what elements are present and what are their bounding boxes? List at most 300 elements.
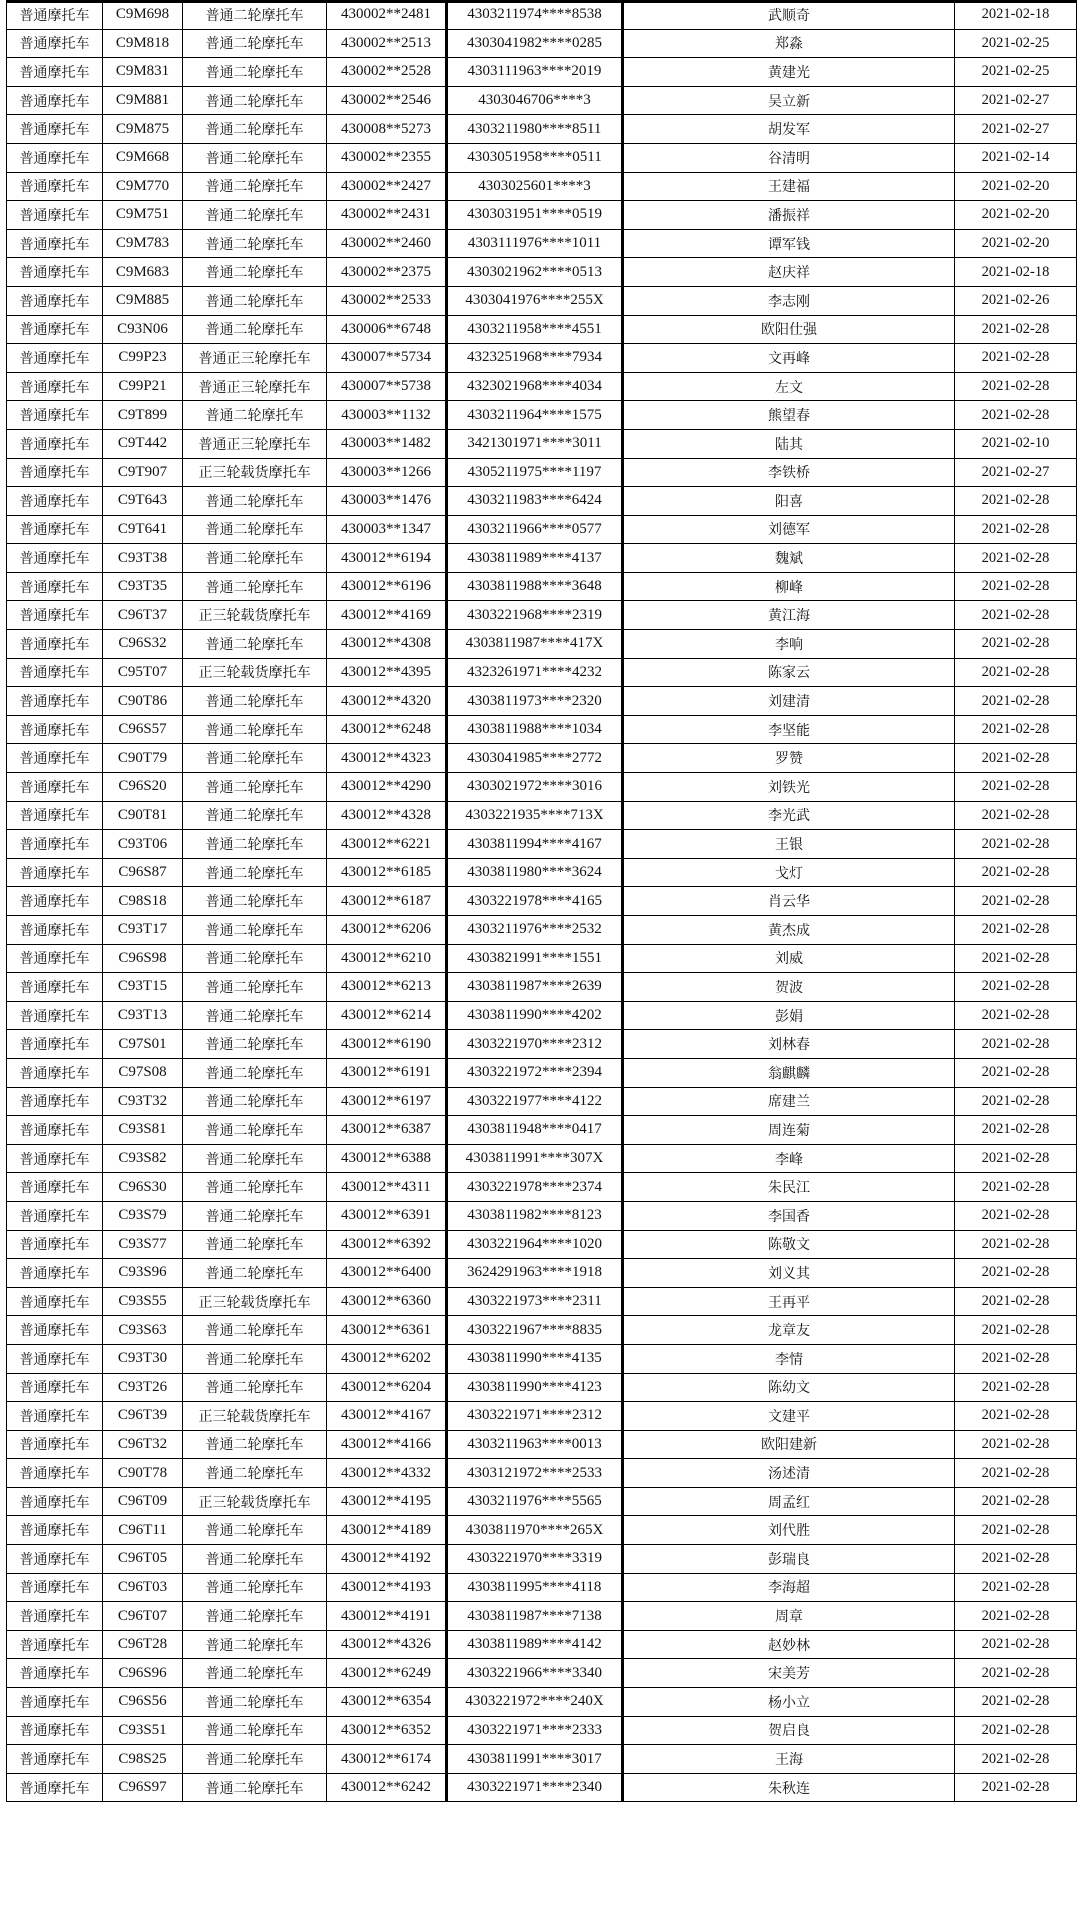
id-number-cell: 4303811991****3017: [447, 1745, 623, 1774]
id-number-cell: 4303046706****3: [447, 86, 623, 115]
owner-name-cell: 李铁桥: [623, 458, 955, 487]
registration-code-cell: 430012**6185: [327, 858, 447, 887]
registration-code-cell: 430012**4308: [327, 630, 447, 659]
vehicle-type-cell: 普通二轮摩托车: [183, 801, 327, 830]
registration-code-cell: 430012**6221: [327, 830, 447, 859]
registration-code-cell: 430012**6196: [327, 572, 447, 601]
registration-code-cell: 430002**2546: [327, 86, 447, 115]
vehicle-type-cell: 普通二轮摩托车: [183, 487, 327, 516]
id-number-cell: 4303811989****4142: [447, 1630, 623, 1659]
id-number-cell: 4303811970****265X: [447, 1516, 623, 1545]
registration-code-cell: 430012**4328: [327, 801, 447, 830]
table-row: [7, 201, 1077, 230]
vehicle-type-cell: 正三轮载货摩托车: [183, 658, 327, 687]
vehicle-type-cell: 普通正三轮摩托车: [183, 429, 327, 458]
table-row: [7, 143, 1077, 172]
vehicle-type-cell: 普通二轮摩托车: [183, 1688, 327, 1717]
registration-code-cell: 430012**4395: [327, 658, 447, 687]
vehicle-type-cell: 普通二轮摩托车: [183, 1516, 327, 1545]
vehicle-category-cell: 普通摩托车: [7, 858, 103, 887]
owner-name-cell: 席建兰: [623, 1087, 955, 1116]
table-row: [7, 1773, 1077, 1802]
date-cell: 2021-02-28: [955, 773, 1077, 802]
vehicle-type-cell: 普通二轮摩托车: [183, 1659, 327, 1688]
plate-number-cell: C93T13: [103, 1001, 183, 1030]
date-cell: 2021-02-28: [955, 1259, 1077, 1288]
vehicle-type-cell: 普通二轮摩托车: [183, 143, 327, 172]
vehicle-type-cell: 普通二轮摩托车: [183, 916, 327, 945]
id-number-cell: 4303111963****2019: [447, 58, 623, 87]
date-cell: 2021-02-28: [955, 658, 1077, 687]
table-row: [7, 630, 1077, 659]
id-number-cell: 4303221971****2312: [447, 1402, 623, 1431]
vehicle-type-cell: 普通二轮摩托车: [183, 715, 327, 744]
owner-name-cell: 谭军钱: [623, 229, 955, 258]
table-row: [7, 1116, 1077, 1145]
id-number-cell: 4303811987****2639: [447, 973, 623, 1002]
table-row: [7, 687, 1077, 716]
vehicle-category-cell: 普通摩托车: [7, 1316, 103, 1345]
table-row: [7, 1630, 1077, 1659]
vehicle-type-cell: 普通二轮摩托车: [183, 887, 327, 916]
owner-name-cell: 王银: [623, 830, 955, 859]
plate-number-cell: C99P21: [103, 372, 183, 401]
registration-code-cell: 430002**2528: [327, 58, 447, 87]
vehicle-category-cell: 普通摩托车: [7, 1487, 103, 1516]
table-row: [7, 1201, 1077, 1230]
vehicle-type-cell: 普通二轮摩托车: [183, 687, 327, 716]
date-cell: 2021-02-28: [955, 1573, 1077, 1602]
date-cell: 2021-02-28: [955, 1173, 1077, 1202]
owner-name-cell: 李志刚: [623, 286, 955, 315]
vehicle-category-cell: 普通摩托车: [7, 258, 103, 287]
table-row: [7, 429, 1077, 458]
vehicle-category-cell: 普通摩托车: [7, 86, 103, 115]
plate-number-cell: C9M751: [103, 201, 183, 230]
table-row: [7, 1, 1077, 30]
id-number-cell: 4303811987****7138: [447, 1602, 623, 1631]
vehicle-type-cell: 普通二轮摩托车: [183, 744, 327, 773]
table-row: [7, 344, 1077, 373]
vehicle-type-cell: 普通二轮摩托车: [183, 58, 327, 87]
table-row: [7, 544, 1077, 573]
plate-number-cell: C93S55: [103, 1287, 183, 1316]
id-number-cell: 4303021972****3016: [447, 773, 623, 802]
vehicle-type-cell: 普通二轮摩托车: [183, 830, 327, 859]
plate-number-cell: C93T30: [103, 1344, 183, 1373]
vehicle-category-cell: 普通摩托车: [7, 944, 103, 973]
vehicle-category-cell: 普通摩托车: [7, 1087, 103, 1116]
id-number-cell: 4303221935****713X: [447, 801, 623, 830]
date-cell: 2021-02-28: [955, 487, 1077, 516]
registration-code-cell: 430012**4290: [327, 773, 447, 802]
vehicle-type-cell: 普通二轮摩托车: [183, 1545, 327, 1574]
table-row: [7, 1602, 1077, 1631]
table-row: [7, 86, 1077, 115]
vehicle-type-cell: 普通正三轮摩托车: [183, 372, 327, 401]
date-cell: 2021-02-28: [955, 401, 1077, 430]
owner-name-cell: 刘威: [623, 944, 955, 973]
vehicle-type-cell: 普通二轮摩托车: [183, 1745, 327, 1774]
registration-code-cell: 430003**1476: [327, 487, 447, 516]
id-number-cell: 4303221972****2394: [447, 1058, 623, 1087]
registration-code-cell: 430012**6387: [327, 1116, 447, 1145]
vehicle-category-cell: 普通摩托车: [7, 1459, 103, 1488]
vehicle-category-cell: 普通摩托车: [7, 1630, 103, 1659]
owner-name-cell: 文建平: [623, 1402, 955, 1431]
id-number-cell: 4303111976****1011: [447, 229, 623, 258]
vehicle-category-cell: 普通摩托车: [7, 887, 103, 916]
table-row: [7, 58, 1077, 87]
date-cell: 2021-02-14: [955, 143, 1077, 172]
vehicle-type-cell: 普通二轮摩托车: [183, 544, 327, 573]
id-number-cell: 4303221967****8835: [447, 1316, 623, 1345]
owner-name-cell: 王海: [623, 1745, 955, 1774]
vehicle-category-cell: 普通摩托车: [7, 201, 103, 230]
id-number-cell: 4303811995****4118: [447, 1573, 623, 1602]
owner-name-cell: 肖云华: [623, 887, 955, 916]
registration-code-cell: 430012**6202: [327, 1344, 447, 1373]
vehicle-type-cell: 普通二轮摩托车: [183, 1030, 327, 1059]
plate-number-cell: C9T442: [103, 429, 183, 458]
id-number-cell: 4323021968****4034: [447, 372, 623, 401]
vehicle-category-cell: 普通摩托车: [7, 630, 103, 659]
table-row: [7, 801, 1077, 830]
vehicle-category-cell: 普通摩托车: [7, 1058, 103, 1087]
registration-code-cell: 430012**6213: [327, 973, 447, 1002]
vehicle-category-cell: 普通摩托车: [7, 115, 103, 144]
id-number-cell: 4323261971****4232: [447, 658, 623, 687]
vehicle-category-cell: 普通摩托车: [7, 1259, 103, 1288]
date-cell: 2021-02-28: [955, 1745, 1077, 1774]
date-cell: 2021-02-28: [955, 944, 1077, 973]
date-cell: 2021-02-28: [955, 887, 1077, 916]
id-number-cell: 4303025601****3: [447, 172, 623, 201]
id-number-cell: 4303221964****1020: [447, 1230, 623, 1259]
date-cell: 2021-02-27: [955, 458, 1077, 487]
table-row: [7, 1659, 1077, 1688]
vehicle-category-cell: 普通摩托车: [7, 344, 103, 373]
plate-number-cell: C93T15: [103, 973, 183, 1002]
date-cell: 2021-02-28: [955, 515, 1077, 544]
date-cell: 2021-02-26: [955, 286, 1077, 315]
registration-code-cell: 430012**6388: [327, 1144, 447, 1173]
registration-code-cell: 430002**2375: [327, 258, 447, 287]
date-cell: 2021-02-28: [955, 1602, 1077, 1631]
plate-number-cell: C93S77: [103, 1230, 183, 1259]
owner-name-cell: 朱秋连: [623, 1773, 955, 1802]
plate-number-cell: C93S51: [103, 1716, 183, 1745]
owner-name-cell: 刘代胜: [623, 1516, 955, 1545]
registration-code-cell: 430002**2427: [327, 172, 447, 201]
registration-code-cell: 430002**2513: [327, 29, 447, 58]
registration-code-cell: 430012**6190: [327, 1030, 447, 1059]
vehicle-category-cell: 普通摩托车: [7, 658, 103, 687]
owner-name-cell: 赵庆祥: [623, 258, 955, 287]
plate-number-cell: C9M818: [103, 29, 183, 58]
vehicle-category-cell: 普通摩托车: [7, 315, 103, 344]
date-cell: 2021-02-28: [955, 1459, 1077, 1488]
vehicle-type-cell: 普通二轮摩托车: [183, 1058, 327, 1087]
vehicle-category-cell: 普通摩托车: [7, 744, 103, 773]
registration-code-cell: 430012**6248: [327, 715, 447, 744]
id-number-cell: 4303031951****0519: [447, 201, 623, 230]
vehicle-type-cell: 普通二轮摩托车: [183, 229, 327, 258]
owner-name-cell: 黄建光: [623, 58, 955, 87]
date-cell: 2021-02-28: [955, 1344, 1077, 1373]
table-row: [7, 1030, 1077, 1059]
plate-number-cell: C93S82: [103, 1144, 183, 1173]
owner-name-cell: 郑淼: [623, 29, 955, 58]
vehicle-category-cell: 普通摩托车: [7, 572, 103, 601]
id-number-cell: 4303811948****0417: [447, 1116, 623, 1145]
plate-number-cell: C96T05: [103, 1545, 183, 1574]
plate-number-cell: C93T35: [103, 572, 183, 601]
owner-name-cell: 周连菊: [623, 1116, 955, 1145]
registration-code-cell: 430012**4169: [327, 601, 447, 630]
vehicle-category-cell: 普通摩托车: [7, 1, 103, 30]
id-number-cell: 4303221978****4165: [447, 887, 623, 916]
owner-name-cell: 李光武: [623, 801, 955, 830]
date-cell: 2021-02-28: [955, 973, 1077, 1002]
id-number-cell: 4303811991****307X: [447, 1144, 623, 1173]
plate-number-cell: C90T86: [103, 687, 183, 716]
date-cell: 2021-02-20: [955, 172, 1077, 201]
owner-name-cell: 王再平: [623, 1287, 955, 1316]
plate-number-cell: C96S87: [103, 858, 183, 887]
vehicle-type-cell: 普通二轮摩托车: [183, 515, 327, 544]
vehicle-category-cell: 普通摩托车: [7, 1116, 103, 1145]
date-cell: 2021-02-28: [955, 1659, 1077, 1688]
owner-name-cell: 汤述清: [623, 1459, 955, 1488]
vehicle-type-cell: 普通二轮摩托车: [183, 773, 327, 802]
vehicle-type-cell: 普通二轮摩托车: [183, 973, 327, 1002]
vehicle-category-cell: 普通摩托车: [7, 715, 103, 744]
table-row: [7, 973, 1077, 1002]
plate-number-cell: C9M668: [103, 143, 183, 172]
vehicle-category-cell: 普通摩托车: [7, 544, 103, 573]
vehicle-type-cell: 正三轮载货摩托车: [183, 1287, 327, 1316]
plate-number-cell: C96T32: [103, 1430, 183, 1459]
owner-name-cell: 阳喜: [623, 487, 955, 516]
vehicle-type-cell: 正三轮载货摩托车: [183, 1402, 327, 1431]
registration-code-cell: 430012**6392: [327, 1230, 447, 1259]
date-cell: 2021-02-28: [955, 572, 1077, 601]
plate-number-cell: C96T28: [103, 1630, 183, 1659]
vehicle-category-cell: 普通摩托车: [7, 1144, 103, 1173]
owner-name-cell: 李响: [623, 630, 955, 659]
owner-name-cell: 武顺奇: [623, 1, 955, 30]
registration-code-cell: 430012**4320: [327, 687, 447, 716]
vehicle-category-cell: 普通摩托车: [7, 801, 103, 830]
date-cell: 2021-02-28: [955, 1001, 1077, 1030]
id-number-cell: 4303211980****8511: [447, 115, 623, 144]
plate-number-cell: C96T09: [103, 1487, 183, 1516]
owner-name-cell: 贺波: [623, 973, 955, 1002]
date-cell: 2021-02-28: [955, 1030, 1077, 1059]
vehicle-type-cell: 普通二轮摩托车: [183, 401, 327, 430]
vehicle-category-cell: 普通摩托车: [7, 601, 103, 630]
owner-name-cell: 欧阳仕强: [623, 315, 955, 344]
registration-code-cell: 430012**6174: [327, 1745, 447, 1774]
vehicle-type-cell: 普通二轮摩托车: [183, 1116, 327, 1145]
plate-number-cell: C96S98: [103, 944, 183, 973]
id-number-cell: 4303221971****2340: [447, 1773, 623, 1802]
vehicle-category-cell: 普通摩托车: [7, 973, 103, 1002]
vehicle-category-cell: 普通摩托车: [7, 172, 103, 201]
registration-code-cell: 430012**4191: [327, 1602, 447, 1631]
date-cell: 2021-02-10: [955, 429, 1077, 458]
owner-name-cell: 王建福: [623, 172, 955, 201]
vehicle-category-cell: 普通摩托车: [7, 687, 103, 716]
date-cell: 2021-02-28: [955, 1487, 1077, 1516]
date-cell: 2021-02-28: [955, 1402, 1077, 1431]
date-cell: 2021-02-28: [955, 801, 1077, 830]
vehicle-category-cell: 普通摩托车: [7, 1230, 103, 1259]
id-number-cell: 4303211983****6424: [447, 487, 623, 516]
id-number-cell: 4303811988****1034: [447, 715, 623, 744]
vehicle-category-cell: 普通摩托车: [7, 916, 103, 945]
registration-code-cell: 430003**1132: [327, 401, 447, 430]
registration-code-cell: 430012**4189: [327, 1516, 447, 1545]
vehicle-category-cell: 普通摩托车: [7, 1545, 103, 1574]
table-row: [7, 744, 1077, 773]
id-number-cell: 4303221970****2312: [447, 1030, 623, 1059]
date-cell: 2021-02-28: [955, 1773, 1077, 1802]
registration-code-cell: 430012**4323: [327, 744, 447, 773]
date-cell: 2021-02-28: [955, 1516, 1077, 1545]
date-cell: 2021-02-28: [955, 1630, 1077, 1659]
owner-name-cell: 彭瑞良: [623, 1545, 955, 1574]
vehicle-category-cell: 普通摩托车: [7, 1173, 103, 1202]
id-number-cell: 4303221978****2374: [447, 1173, 623, 1202]
id-number-cell: 4303221972****240X: [447, 1688, 623, 1717]
owner-name-cell: 贺启良: [623, 1716, 955, 1745]
vehicle-category-cell: 普通摩托车: [7, 1745, 103, 1774]
table-row: [7, 401, 1077, 430]
vehicle-type-cell: 普通二轮摩托车: [183, 630, 327, 659]
date-cell: 2021-02-28: [955, 830, 1077, 859]
owner-name-cell: 陈敬文: [623, 1230, 955, 1259]
id-number-cell: 4303121972****2533: [447, 1459, 623, 1488]
id-number-cell: 4303221971****2333: [447, 1716, 623, 1745]
plate-number-cell: C96S96: [103, 1659, 183, 1688]
date-cell: 2021-02-28: [955, 1201, 1077, 1230]
registration-code-cell: 430012**6354: [327, 1688, 447, 1717]
owner-name-cell: 刘德军: [623, 515, 955, 544]
table-row: [7, 1287, 1077, 1316]
owner-name-cell: 陈家云: [623, 658, 955, 687]
date-cell: 2021-02-28: [955, 916, 1077, 945]
table-row: [7, 1516, 1077, 1545]
table-row: [7, 1087, 1077, 1116]
plate-number-cell: C93T26: [103, 1373, 183, 1402]
owner-name-cell: 黄江海: [623, 601, 955, 630]
date-cell: 2021-02-28: [955, 1688, 1077, 1717]
table-row: [7, 1344, 1077, 1373]
id-number-cell: 4303811994****4167: [447, 830, 623, 859]
owner-name-cell: 李峰: [623, 1144, 955, 1173]
vehicle-type-cell: 普通二轮摩托车: [183, 1173, 327, 1202]
registration-code-cell: 430012**6194: [327, 544, 447, 573]
plate-number-cell: C93S81: [103, 1116, 183, 1145]
plate-number-cell: C9T643: [103, 487, 183, 516]
owner-name-cell: 潘振祥: [623, 201, 955, 230]
registration-code-cell: 430007**5734: [327, 344, 447, 373]
plate-number-cell: C96S20: [103, 773, 183, 802]
owner-name-cell: 李情: [623, 1344, 955, 1373]
vehicle-category-cell: 普通摩托车: [7, 487, 103, 516]
id-number-cell: 4303211976****2532: [447, 916, 623, 945]
vehicle-category-cell: 普通摩托车: [7, 1430, 103, 1459]
table-row: [7, 916, 1077, 945]
date-cell: 2021-02-28: [955, 544, 1077, 573]
registration-code-cell: 430006**6748: [327, 315, 447, 344]
registration-code-cell: 430002**2481: [327, 1, 447, 30]
id-number-cell: 4305211975****1197: [447, 458, 623, 487]
table-row: [7, 286, 1077, 315]
date-cell: 2021-02-28: [955, 687, 1077, 716]
owner-name-cell: 周章: [623, 1602, 955, 1631]
plate-number-cell: C9T641: [103, 515, 183, 544]
date-cell: 2021-02-28: [955, 1716, 1077, 1745]
vehicle-category-cell: 普通摩托车: [7, 1688, 103, 1717]
vehicle-type-cell: 普通二轮摩托车: [183, 86, 327, 115]
plate-number-cell: C9T899: [103, 401, 183, 430]
table-row: [7, 773, 1077, 802]
vehicle-type-cell: 普通二轮摩托车: [183, 944, 327, 973]
owner-name-cell: 胡发军: [623, 115, 955, 144]
date-cell: 2021-02-28: [955, 858, 1077, 887]
vehicle-category-cell: 普通摩托车: [7, 773, 103, 802]
id-number-cell: 4303811982****8123: [447, 1201, 623, 1230]
vehicle-category-cell: 普通摩托车: [7, 1201, 103, 1230]
vehicle-type-cell: 正三轮载货摩托车: [183, 458, 327, 487]
vehicle-category-cell: 普通摩托车: [7, 58, 103, 87]
owner-name-cell: 宋美芳: [623, 1659, 955, 1688]
owner-name-cell: 罗赞: [623, 744, 955, 773]
date-cell: 2021-02-28: [955, 715, 1077, 744]
registration-code-cell: 430012**4311: [327, 1173, 447, 1202]
vehicle-category-cell: 普通摩托车: [7, 1516, 103, 1545]
registration-code-cell: 430003**1482: [327, 429, 447, 458]
plate-number-cell: C9M885: [103, 286, 183, 315]
vehicle-category-cell: 普通摩托车: [7, 515, 103, 544]
vehicle-category-cell: 普通摩托车: [7, 229, 103, 258]
plate-number-cell: C98S18: [103, 887, 183, 916]
plate-number-cell: C93S79: [103, 1201, 183, 1230]
table-row: [7, 172, 1077, 201]
date-cell: 2021-02-27: [955, 115, 1077, 144]
id-number-cell: 4303811990****4135: [447, 1344, 623, 1373]
vehicle-category-cell: 普通摩托车: [7, 1001, 103, 1030]
table-row: [7, 1487, 1077, 1516]
table-row: [7, 1316, 1077, 1345]
table-row: [7, 1173, 1077, 1202]
vehicle-type-cell: 普通二轮摩托车: [183, 115, 327, 144]
table-row: [7, 944, 1077, 973]
vehicle-type-cell: 普通二轮摩托车: [183, 1459, 327, 1488]
registration-code-cell: 430002**2355: [327, 143, 447, 172]
vehicle-type-cell: 普通二轮摩托车: [183, 1144, 327, 1173]
registration-code-cell: 430012**6187: [327, 887, 447, 916]
id-number-cell: 4303811990****4123: [447, 1373, 623, 1402]
vehicle-type-cell: 普通二轮摩托车: [183, 201, 327, 230]
plate-number-cell: C9T907: [103, 458, 183, 487]
plate-number-cell: C90T81: [103, 801, 183, 830]
date-cell: 2021-02-25: [955, 58, 1077, 87]
id-number-cell: 4303041982****0285: [447, 29, 623, 58]
